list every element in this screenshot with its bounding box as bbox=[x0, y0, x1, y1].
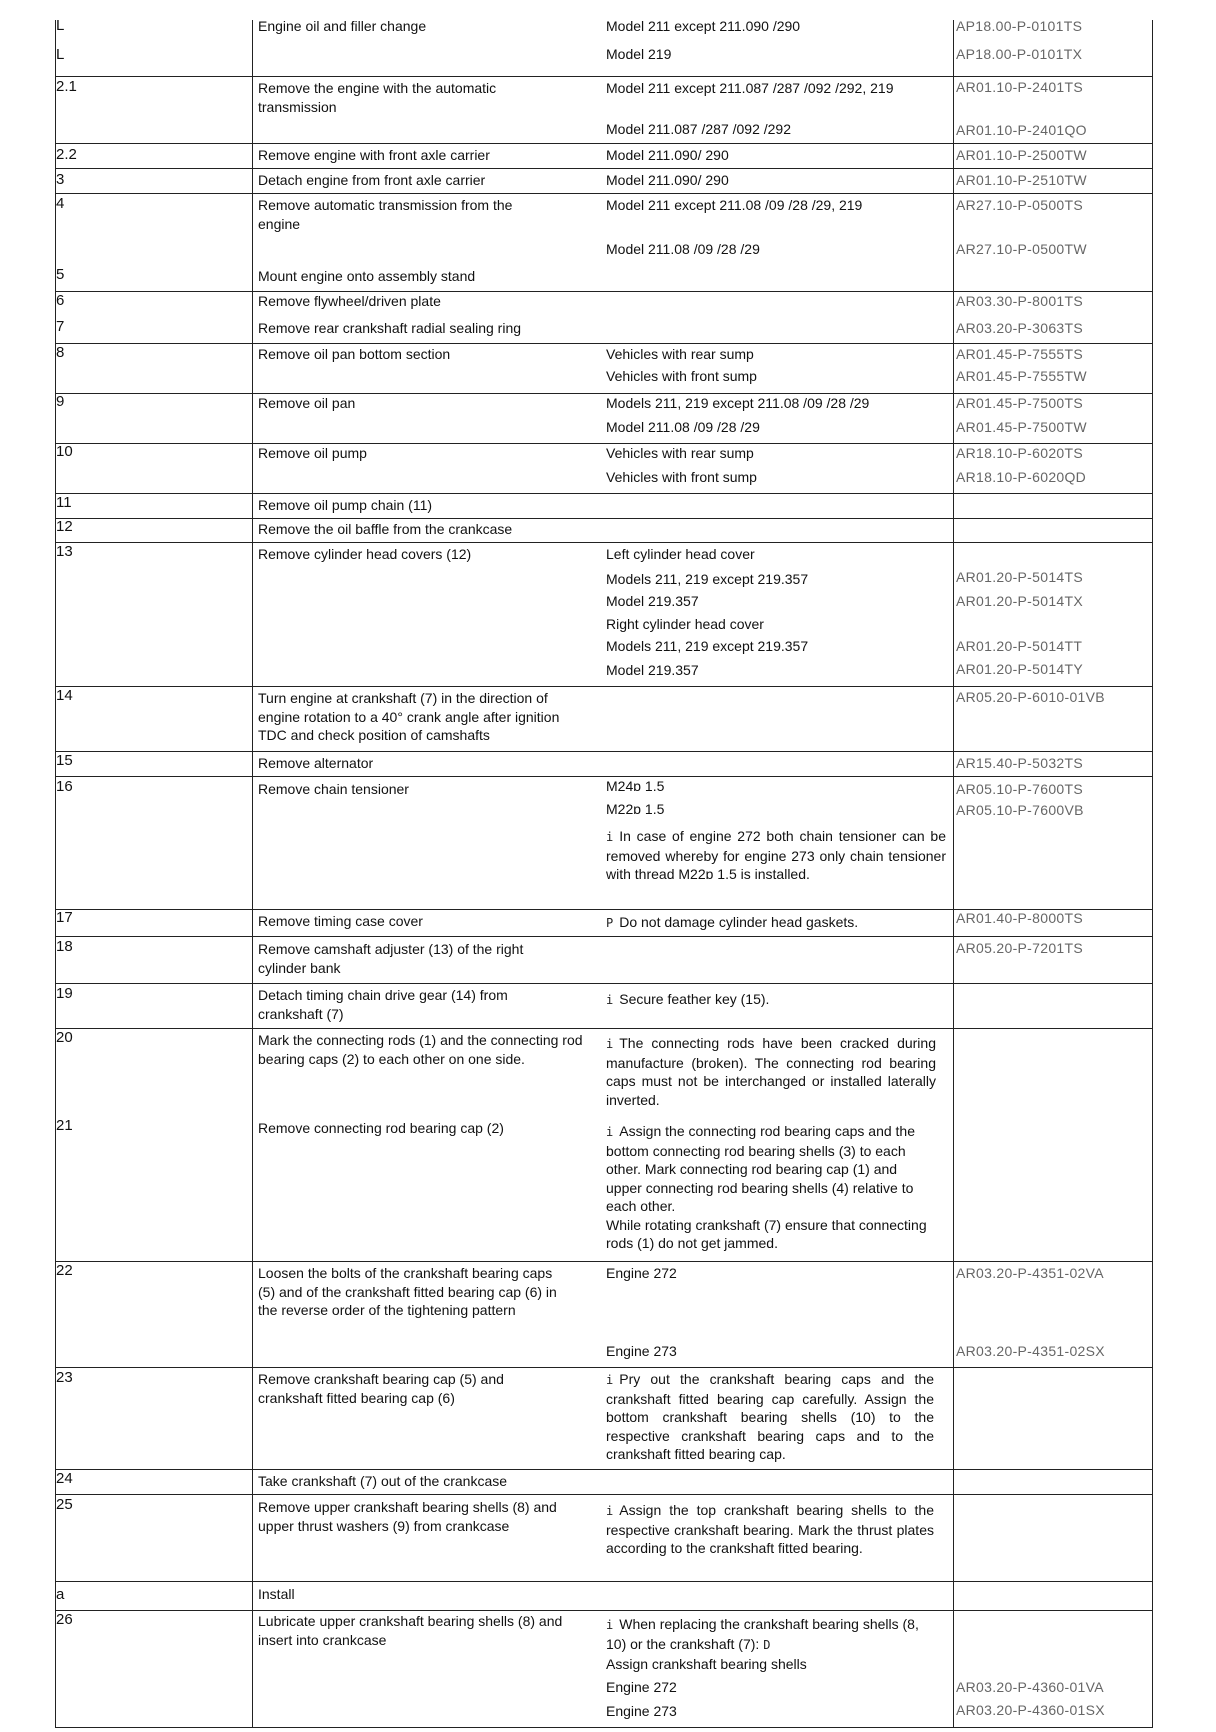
row-divider bbox=[55, 686, 1153, 687]
note-block bbox=[606, 1615, 936, 1654]
step-action: Remove upper crankshaft bearing shells (8) and upper thrust washers (9) from crankcase bbox=[258, 1499, 557, 1534]
step-detail: Right cylinder head cover bbox=[606, 616, 764, 632]
step-detail: Model 219 bbox=[606, 46, 672, 62]
step-action: Lubricate upper crankshaft bearing shells (8) and insert into crankcase bbox=[258, 1613, 563, 1648]
reference-code[interactable]: AR18.10-P-6020TS bbox=[956, 445, 1083, 461]
info-icon: i bbox=[606, 1504, 614, 1518]
step-number: 2.1 bbox=[56, 78, 77, 95]
step-action: Mount engine onto assembly stand bbox=[258, 268, 476, 284]
info-icon: i bbox=[606, 1037, 614, 1051]
reference-code[interactable]: AR05.20-P-7201TS bbox=[956, 940, 1083, 956]
step-number: 19 bbox=[56, 985, 73, 1002]
step-number: 12 bbox=[56, 518, 73, 535]
caution-block bbox=[606, 913, 946, 933]
note-text: Pry out the crankshaft bearing caps and the crankshaft fitted bearing cap carefully. Assign the bottom crankshaft bearing shells (10) to the respective crankshaft bearing caps and to the crankshaft fitted bearing cap. bbox=[606, 1371, 934, 1462]
step-action: Remove the oil baffle from the crankcase bbox=[258, 521, 513, 537]
note-text: Do not damage cylinder head gaskets. bbox=[619, 914, 859, 930]
reference-code[interactable]: AP18.00-P-0101TX bbox=[956, 46, 1083, 62]
info-icon: i bbox=[606, 1125, 614, 1139]
reference-code[interactable]: AR27.10-P-0500TW bbox=[956, 241, 1087, 257]
step-action: Remove chain tensioner bbox=[258, 781, 409, 797]
step-action: Detach engine from front axle carrier bbox=[258, 172, 486, 188]
step-detail: Vehicles with rear sump bbox=[606, 346, 754, 362]
caution-icon: P bbox=[606, 916, 614, 930]
row-divider bbox=[55, 1581, 1153, 1582]
note-text: Assign the top crankshaft bearing shells to the respective crankshaft bearing. Mark the thrust plates according to the crankshaft fitted bearing. bbox=[606, 1502, 934, 1556]
row-divider bbox=[55, 518, 1153, 519]
row-divider bbox=[55, 776, 1153, 777]
row-divider bbox=[55, 1367, 1153, 1368]
step-number: 24 bbox=[56, 1470, 73, 1487]
step-number: 26 bbox=[56, 1611, 73, 1628]
step-number: 15 bbox=[56, 752, 73, 769]
step-detail: Model 211 except 211.090 /290 bbox=[606, 18, 801, 34]
step-number: 6 bbox=[56, 292, 65, 309]
reference-code[interactable]: AR18.10-P-6020QD bbox=[956, 469, 1087, 485]
step-detail: Model 211 except 211.087 /287 /092 /292, 219 bbox=[606, 80, 894, 96]
step-action: Mark the connecting rods (1) and the connecting rod bearing caps (2) to each other on one side. bbox=[258, 1032, 583, 1067]
step-action: Remove flywheel/driven plate bbox=[258, 293, 441, 309]
step-number: 22 bbox=[56, 1262, 73, 1279]
step-detail: Vehicles with front sump bbox=[606, 469, 757, 485]
reference-code[interactable]: AR01.20-P-5014TT bbox=[956, 638, 1083, 654]
step-detail: Vehicles with rear sump bbox=[606, 445, 754, 461]
note-block bbox=[606, 1501, 934, 1558]
step-number: 25 bbox=[56, 1496, 73, 1513]
step-detail: Model 211.090/ 290 bbox=[606, 147, 729, 163]
step-detail: Model 211.087 /287 /092 /292 bbox=[606, 121, 792, 137]
reference-code[interactable]: AR27.10-P-0500TS bbox=[956, 197, 1083, 213]
step-number: L bbox=[56, 17, 65, 34]
step-action: Remove the engine with the automatic transmission bbox=[258, 80, 497, 115]
step-action: Remove oil pump bbox=[258, 445, 367, 461]
step-action: Take crankshaft (7) out of the crankcase bbox=[258, 1473, 508, 1489]
reference-code[interactable]: AR03.20-P-4360-01SX bbox=[956, 1702, 1105, 1718]
step-number: 17 bbox=[56, 909, 73, 926]
reference-code[interactable]: AR03.20-P-4360-01VA bbox=[956, 1679, 1104, 1695]
step-number: 7 bbox=[56, 318, 65, 335]
info-icon: i bbox=[606, 830, 614, 844]
row-divider bbox=[55, 936, 1153, 937]
step-number: L bbox=[56, 46, 65, 63]
row-divider bbox=[55, 143, 1153, 144]
note-block bbox=[606, 990, 946, 1010]
step-number: 8 bbox=[56, 344, 65, 361]
step-action: Remove automatic transmission from the engine bbox=[258, 197, 513, 232]
note-text: Assign the connecting rod bearing caps and the bottom connecting rod bearing shells (3) to each other. Mark connecting rod bearing cap (1) and upper connecting rod bearing shells (4) relative to each other. bbox=[606, 1123, 915, 1214]
row-divider bbox=[55, 193, 1153, 194]
step-number: 11 bbox=[56, 494, 72, 511]
step-action: Remove oil pan bottom section bbox=[258, 346, 451, 362]
step-number: 20 bbox=[56, 1029, 73, 1046]
step-action: Engine oil and filler change bbox=[258, 18, 427, 34]
step-action: Remove camshaft adjuster (13) of the right cylinder bank bbox=[258, 941, 524, 976]
row-divider bbox=[55, 168, 1153, 169]
info-icon: i bbox=[606, 993, 614, 1007]
row-divider bbox=[55, 1261, 1153, 1262]
step-number: a bbox=[56, 1586, 65, 1603]
step-detail: Model 211.08 /09 /28 /29 bbox=[606, 241, 760, 257]
step-number: 2.2 bbox=[56, 146, 77, 163]
arrow-icon: D bbox=[763, 1637, 771, 1652]
step-detail: Vehicles with front sump bbox=[606, 368, 757, 384]
step-number: 9 bbox=[56, 393, 65, 410]
row-divider bbox=[55, 1028, 1153, 1029]
row-divider bbox=[55, 751, 1153, 752]
step-detail: Engine 273 bbox=[606, 1703, 677, 1719]
step-detail: Models 211, 219 except 219.357 bbox=[606, 571, 809, 587]
step-detail: Engine 272 bbox=[606, 1679, 677, 1695]
row-divider bbox=[55, 343, 1153, 344]
info-icon: i bbox=[606, 1373, 614, 1387]
note-block bbox=[606, 827, 946, 884]
step-detail: Model 219.357 bbox=[606, 593, 699, 609]
row-divider bbox=[55, 1610, 1153, 1611]
reference-code[interactable]: AR01.40-P-8000TS bbox=[956, 910, 1083, 926]
row-divider bbox=[55, 493, 1153, 494]
step-action: Remove engine with front axle carrier bbox=[258, 147, 490, 163]
grid-line bbox=[252, 20, 253, 1728]
step-number: 10 bbox=[56, 443, 73, 460]
reference-code[interactable]: AR05.10-P-7600VB bbox=[956, 802, 1084, 818]
reference-code[interactable]: AR01.10-P-2401TS bbox=[956, 79, 1083, 95]
step-action: Turn engine at crankshaft (7) in the direction of engine rotation to a 40° crank angle after ignition TDC and check position of camshafts bbox=[258, 690, 560, 743]
reference-code[interactable]: AR01.45-P-7500TS bbox=[956, 395, 1083, 411]
step-number: 21 bbox=[56, 1117, 73, 1134]
reference-code[interactable]: AR03.20-P-3063TS bbox=[956, 320, 1083, 336]
step-action: Remove oil pan bbox=[258, 395, 356, 411]
step-action: Remove oil pump chain (11) bbox=[258, 497, 433, 513]
step-number: 4 bbox=[56, 195, 65, 212]
note-block bbox=[606, 1122, 936, 1253]
step-detail: Models 211, 219 except 211.08 /09 /28 /29 bbox=[606, 395, 870, 411]
step-action: Remove rear crankshaft radial sealing ring bbox=[258, 320, 522, 336]
note-text: While rotating crankshaft (7) ensure that connecting rods (1) do not get jammed. bbox=[606, 1216, 927, 1251]
step-number: 23 bbox=[56, 1369, 73, 1386]
step-number: 13 bbox=[56, 543, 73, 560]
reference-code[interactable]: AR05.10-P-7600TS bbox=[956, 781, 1083, 797]
note-text: The connecting rods have been cracked during manufacture (broken). The connecting rod bearing caps must not be interchanged or installed laterally inverted. bbox=[606, 1035, 936, 1108]
step-number: 18 bbox=[56, 938, 73, 955]
reference-code[interactable]: AR15.40-P-5032TS bbox=[956, 755, 1083, 771]
step-action: Install bbox=[258, 1586, 295, 1602]
row-divider bbox=[55, 1469, 1153, 1470]
step-number: 14 bbox=[56, 687, 73, 704]
reference-code[interactable]: AR01.20-P-5014TX bbox=[956, 593, 1083, 609]
reference-code[interactable]: AP18.00-P-0101TS bbox=[956, 18, 1083, 34]
step-action: Remove crankshaft bearing cap (5) and crankshaft fitted bearing cap (6) bbox=[258, 1371, 504, 1406]
reference-code[interactable]: AR03.30-P-8001TS bbox=[956, 293, 1083, 309]
reference-code[interactable]: AR01.20-P-5014TY bbox=[956, 661, 1083, 677]
note-text: When replacing the crankshaft bearing shells (8, 10) or the crankshaft (7): bbox=[606, 1616, 919, 1652]
step-detail: Model 211 except 211.08 /09 /28 /29, 219 bbox=[606, 197, 863, 213]
reference-code[interactable]: AR01.10-P-2401QO bbox=[956, 122, 1087, 138]
step-detail: Models 211, 219 except 219.357 bbox=[606, 638, 809, 654]
row-divider bbox=[55, 542, 1153, 543]
reference-code[interactable]: AR03.20-P-4351-02VA bbox=[956, 1265, 1104, 1281]
note-text: Secure feather key (15). bbox=[619, 991, 770, 1007]
step-detail: M22ɒ 1.5 bbox=[606, 801, 665, 817]
step-action: Remove cylinder head covers (12) bbox=[258, 546, 472, 562]
grid-line bbox=[1152, 20, 1153, 1728]
reference-code[interactable]: AR03.20-P-4351-02SX bbox=[956, 1343, 1105, 1359]
step-detail: Assign crankshaft bearing shells bbox=[606, 1656, 807, 1672]
reference-code[interactable]: AR01.45-P-7555TW bbox=[956, 368, 1087, 384]
note-text: In case of engine 272 both chain tensioner can be removed whereby for engine 273 only chain tensioner with thread M22ɒ 1.5 is installed. bbox=[606, 828, 946, 882]
step-detail: Engine 272 bbox=[606, 1265, 677, 1281]
row-divider bbox=[55, 76, 1153, 77]
row-divider bbox=[55, 1494, 1153, 1495]
reference-code[interactable]: AR01.45-P-7555TS bbox=[956, 346, 1083, 362]
step-detail: Left cylinder head cover bbox=[606, 546, 755, 562]
step-action: Remove connecting rod bearing cap (2) bbox=[258, 1120, 504, 1136]
step-detail: Model 219.357 bbox=[606, 662, 699, 678]
row-divider bbox=[55, 1727, 1153, 1728]
note-block bbox=[606, 1034, 936, 1109]
step-action: Detach timing chain drive gear (14) from crankshaft (7) bbox=[258, 987, 508, 1022]
step-action: Loosen the bolts of the crankshaft bearing caps (5) and of the crankshaft fitted bearing cap (6) in the reverse order of the tightening pattern bbox=[258, 1265, 557, 1318]
step-detail: M24ɒ 1.5 bbox=[606, 778, 665, 794]
reference-code[interactable]: AR01.45-P-7500TW bbox=[956, 419, 1087, 435]
reference-code[interactable]: AR05.20-P-6010-01VB bbox=[956, 689, 1105, 705]
reference-code[interactable]: AR01.10-P-2510TW bbox=[956, 172, 1087, 188]
reference-code[interactable]: AR01.10-P-2500TW bbox=[956, 147, 1087, 163]
step-number: 16 bbox=[56, 778, 73, 795]
step-detail: Model 211.08 /09 /28 /29 bbox=[606, 419, 760, 435]
step-action: Remove timing case cover bbox=[258, 913, 423, 929]
row-divider bbox=[55, 983, 1153, 984]
reference-code[interactable]: AR01.20-P-5014TS bbox=[956, 569, 1083, 585]
step-action: Remove alternator bbox=[258, 755, 374, 771]
step-detail: Engine 273 bbox=[606, 1343, 677, 1359]
note-block bbox=[606, 1370, 934, 1464]
info-icon: i bbox=[606, 1618, 614, 1632]
grid-line bbox=[953, 20, 954, 1728]
step-detail: Model 211.090/ 290 bbox=[606, 172, 729, 188]
step-number: 5 bbox=[56, 266, 65, 283]
step-number: 3 bbox=[56, 171, 65, 188]
